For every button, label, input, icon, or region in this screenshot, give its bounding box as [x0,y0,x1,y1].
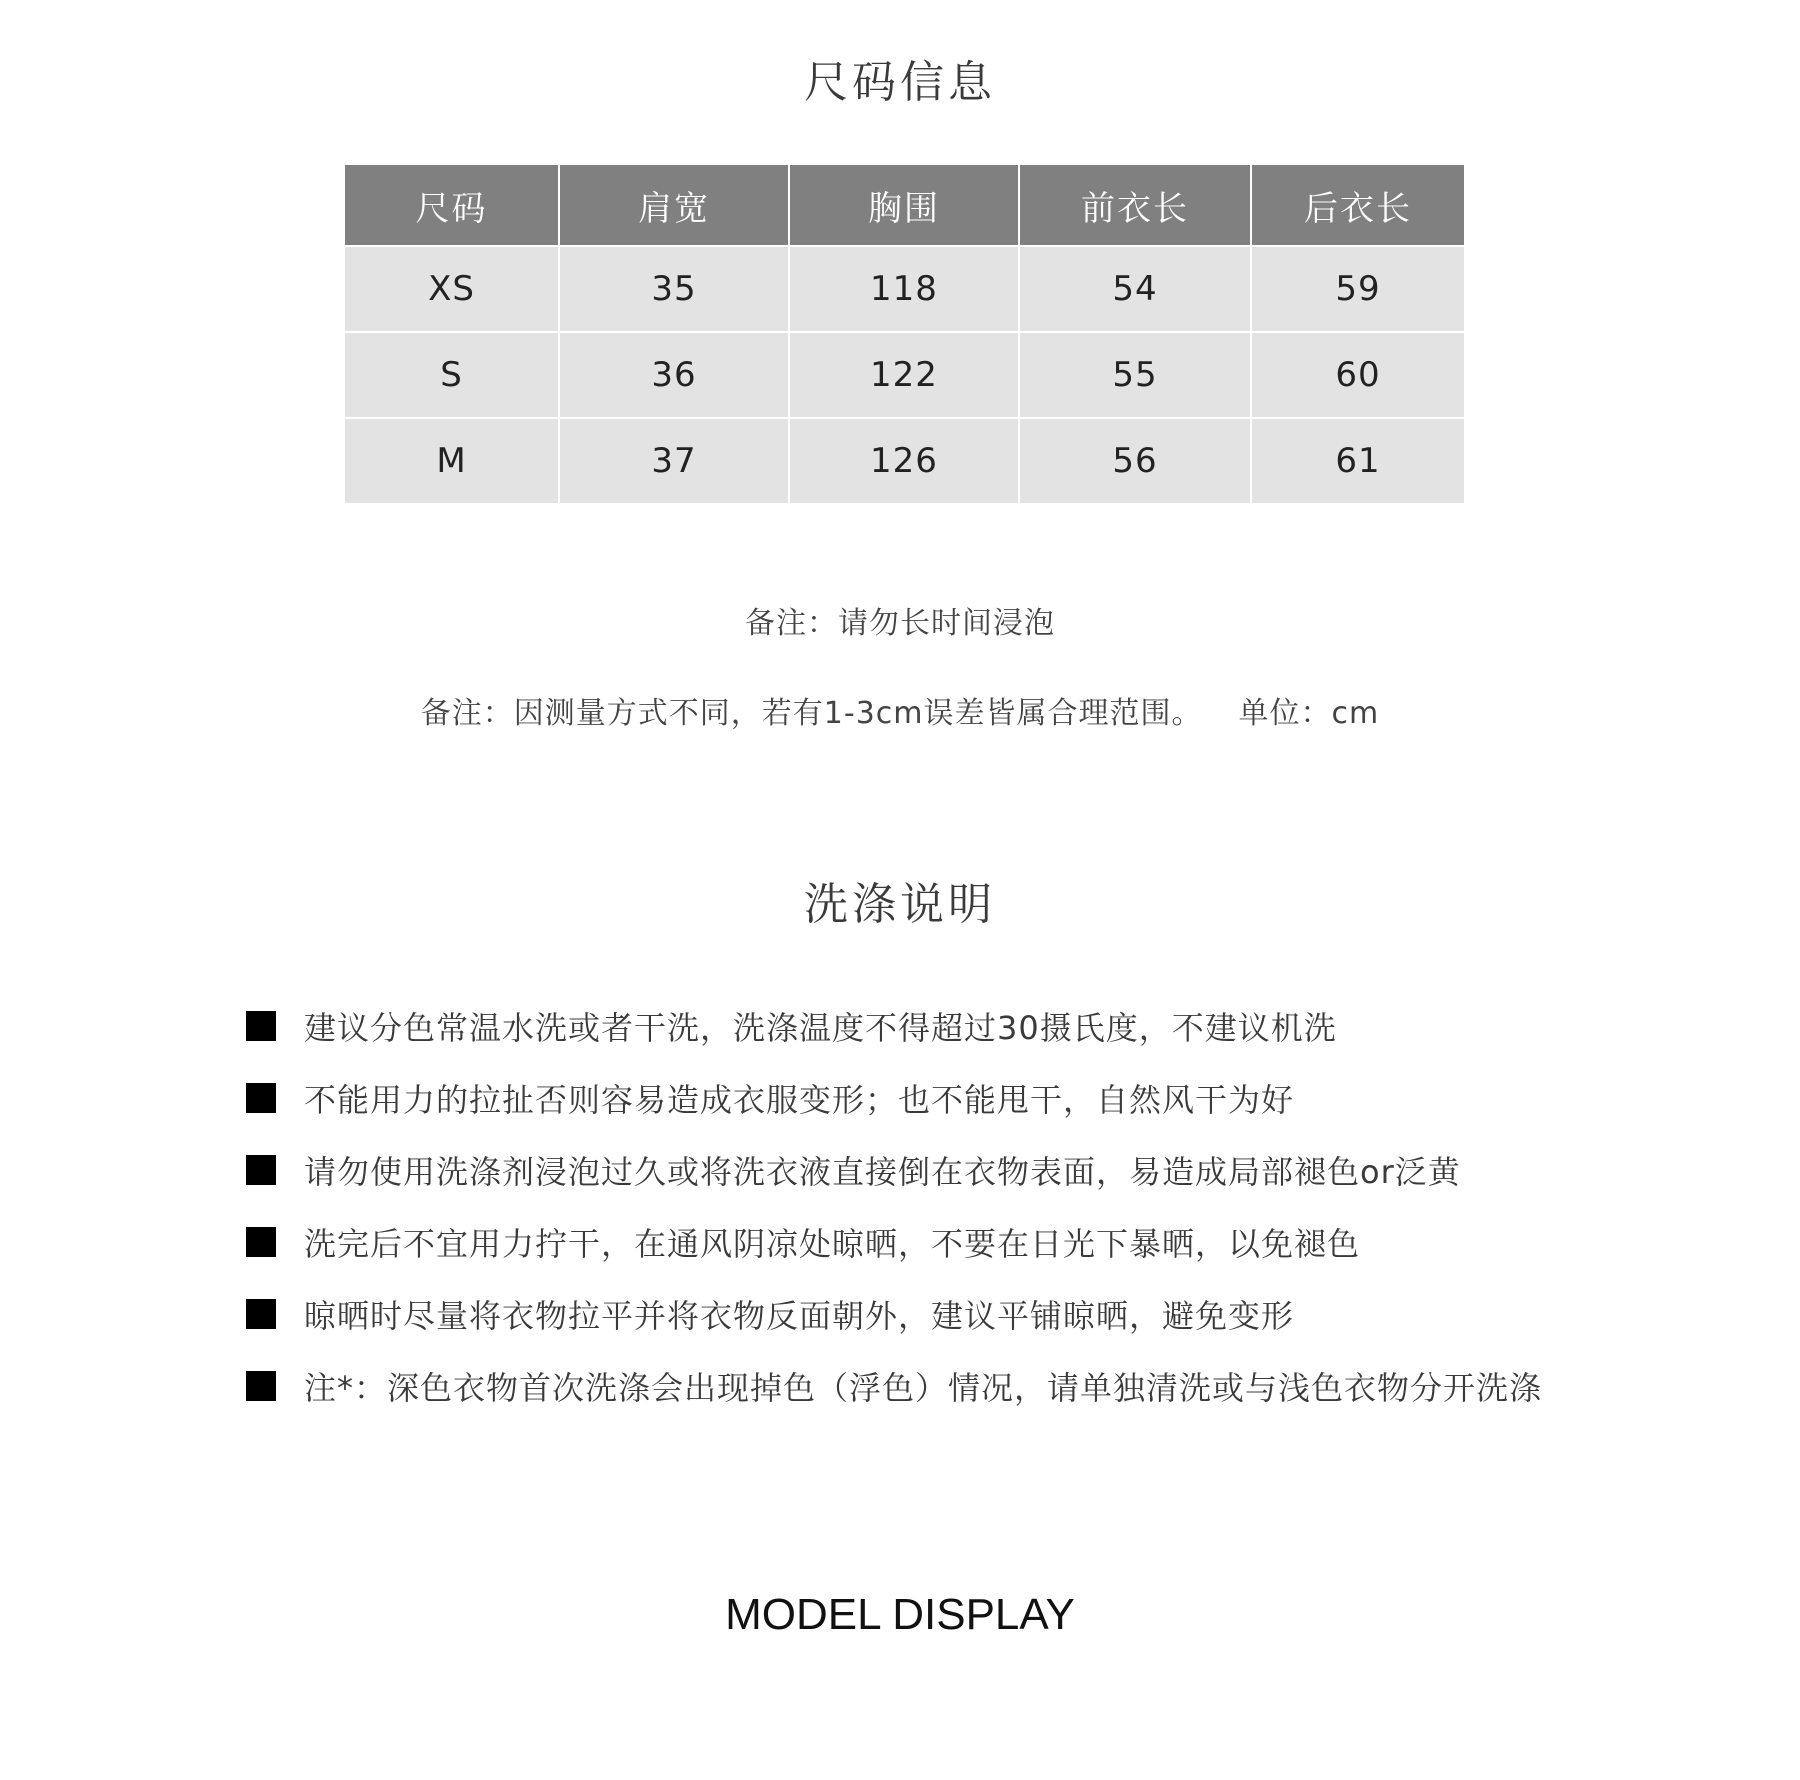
cell-size: XS [344,246,559,332]
header-shoulder: 肩宽 [559,164,789,246]
size-info-title: 尺码信息 [804,57,996,108]
cell-shoulder: 36 [559,332,789,418]
cell-chest: 118 [789,246,1019,332]
size-table-header-row [344,164,1465,246]
square-bullet-icon [246,1155,276,1185]
list-item [246,1062,1542,1134]
cell-shoulder: 37 [559,418,789,504]
header-back-length: 后衣长 [1251,164,1465,246]
list-item [246,1350,1542,1422]
table-row [344,418,1465,504]
cell-size: M [344,418,559,504]
wash-instruction-text: 洗完后不宜用力拧干，在通风阴凉处晾晒，不要在日光下暴晒，以免褪色 [304,1225,1361,1263]
cell-back-length: 59 [1251,246,1465,332]
cell-shoulder: 35 [559,246,789,332]
list-item [246,1134,1542,1206]
table-row [344,332,1465,418]
square-bullet-icon [246,1299,276,1329]
list-item [246,990,1542,1062]
wash-instruction-text: 晾晒时尽量将衣物拉平并将衣物反面朝外，建议平铺晾晒，避免变形 [304,1297,1295,1335]
measurement-tolerance-text: 备注：因测量方式不同，若有1-3cm误差皆属合理范围。 [420,696,1203,731]
cell-back-length: 60 [1251,332,1465,418]
unit-text: 单位：cm [1238,696,1380,731]
list-item [246,1206,1542,1278]
square-bullet-icon [246,1083,276,1113]
cell-front-length: 55 [1019,332,1251,418]
measurement-note [0,688,1800,732]
wash-instruction-text: 请勿使用洗涤剂浸泡过久或将洗衣液直接倒在衣物表面，易造成局部褪色or泛黄 [304,1153,1461,1191]
soak-note: 备注：请勿长时间浸泡 [745,606,1055,641]
cell-size: S [344,332,559,418]
square-bullet-icon [246,1011,276,1041]
cell-front-length: 56 [1019,418,1251,504]
list-item [246,1278,1542,1350]
header-front-length: 前衣长 [1019,164,1251,246]
washing-instructions-title: 洗涤说明 [804,879,996,930]
model-display-title: MODEL DISPLAY [725,1590,1075,1639]
cell-chest: 122 [789,332,1019,418]
header-chest: 胸围 [789,164,1019,246]
wash-instruction-text: 建议分色常温水洗或者干洗，洗涤温度不得超过30摄氏度，不建议机洗 [304,1009,1337,1047]
header-size: 尺码 [344,164,559,246]
cell-chest: 126 [789,418,1019,504]
square-bullet-icon [246,1371,276,1401]
size-table [343,163,1466,505]
square-bullet-icon [246,1227,276,1257]
table-row [344,246,1465,332]
washing-instructions-list [246,990,1542,1422]
cell-front-length: 54 [1019,246,1251,332]
wash-instruction-text: 不能用力的拉扯否则容易造成衣服变形；也不能甩干，自然风干为好 [304,1081,1295,1119]
cell-back-length: 61 [1251,418,1465,504]
wash-instruction-text: 注*：深色衣物首次洗涤会出现掉色（浮色）情况，请单独清洗或与浅色衣物分开洗涤 [304,1369,1543,1407]
